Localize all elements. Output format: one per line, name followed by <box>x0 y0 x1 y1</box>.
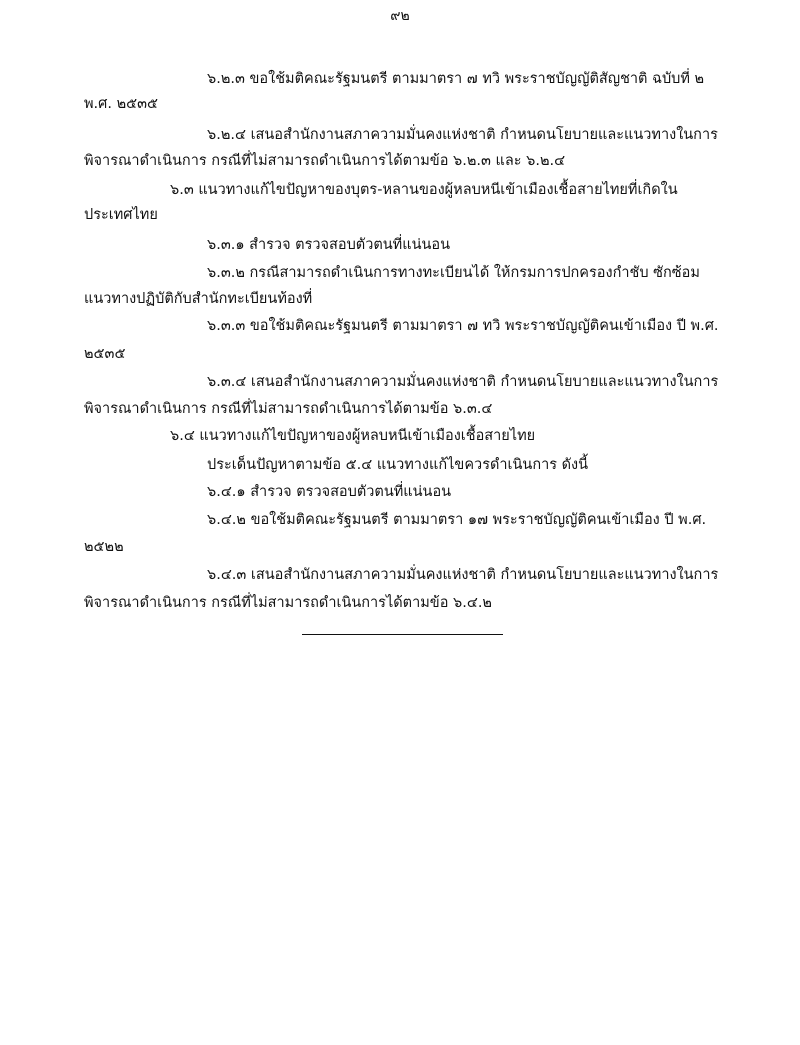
closing-divider <box>302 634 503 635</box>
item-6-2-3-line-1: ๖.๒.๓ ขอใช้มติคณะรัฐมนตรี ตามมาตรา ๗ ทวิ พระราชบัญญัติสัญชาติ ฉบับที่ ๒ <box>207 71 705 87</box>
item-6-3-3-line-1: ๖.๓.๓ ขอใช้มติคณะรัฐมนตรี ตามมาตรา ๗ ทวิ พระราชบัญญัติคนเข้าเมือง ปี พ.ศ. <box>207 318 719 334</box>
heading-6-4: ๖.๔ แนวทางแก้ไขปัญหาของผู้หลบหนีเข้าเมืองเชื้อสายไทย <box>170 428 536 444</box>
item-6-2-3-line-2: พ.ศ. ๒๕๓๕ <box>84 96 159 112</box>
intro-6-4: ประเด็นปัญหาตามข้อ ๕.๔ แนวทางแก้ไขควรดำเนินการ ดังนี้ <box>207 457 589 473</box>
item-6-4-3-line-1: ๖.๔.๓ เสนอสำนักงานสภาความมั่นคงแห่งชาติ กำหนดนโยบายและแนวทางในการ <box>207 567 719 583</box>
item-6-4-3-line-2: พิจารณาดำเนินการ กรณีที่ไม่สามารถดำเนินการได้ตามข้อ ๖.๔.๒ <box>84 595 492 611</box>
heading-6-3-line-2: ประเทศไทย <box>84 207 158 223</box>
item-6-3-3-line-2: ๒๕๓๕ <box>84 346 126 362</box>
item-6-3-2-line-1: ๖.๓.๒ กรณีสามารถดำเนินการทางทะเบียนได้ ให้กรมการปกครองกำชับ ซักซ้อม <box>207 265 700 281</box>
item-6-3-4-line-2: พิจารณาดำเนินการ กรณีที่ไม่สามารถดำเนินการได้ตามข้อ ๖.๓.๔ <box>84 401 493 417</box>
item-6-4-2-line-1: ๖.๔.๒ ขอใช้มติคณะรัฐมนตรี ตามมาตรา ๑๗ พระราชบัญญัติคนเข้าเมือง ปี พ.ศ. <box>207 512 707 528</box>
item-6-4-1: ๖.๔.๑ สำรวจ ตรวจสอบตัวตนที่แน่นอน <box>207 484 452 500</box>
heading-6-3-line-1: ๖.๓ แนวทางแก้ไขปัญหาของบุตร-หลานของผู้หลบหนีเข้าเมืองเชื้อสายไทยที่เกิดใน <box>170 182 678 198</box>
item-6-4-2-line-2: ๒๕๒๒ <box>84 539 124 555</box>
item-6-2-4-line-1: ๖.๒.๔ เสนอสำนักงานสภาความมั่นคงแห่งชาติ กำหนดนโยบายและแนวทางในการ <box>207 127 718 143</box>
item-6-3-2-line-2: แนวทางปฏิบัติกับสำนักทะเบียนท้องที่ <box>84 291 313 307</box>
item-6-3-1: ๖.๓.๑ สำรวจ ตรวจสอบตัวตนที่แน่นอน <box>207 237 451 253</box>
item-6-3-4-line-1: ๖.๓.๔ เสนอสำนักงานสภาความมั่นคงแห่งชาติ กำหนดนโยบายและแนวทางในการ <box>207 374 719 390</box>
page-number: ๙๒ <box>390 8 410 24</box>
item-6-2-4-line-2: พิจารณาดำเนินการ กรณีที่ไม่สามารถดำเนินการได้ตามข้อ ๖.๒.๓ และ ๖.๒.๔ <box>84 153 566 169</box>
